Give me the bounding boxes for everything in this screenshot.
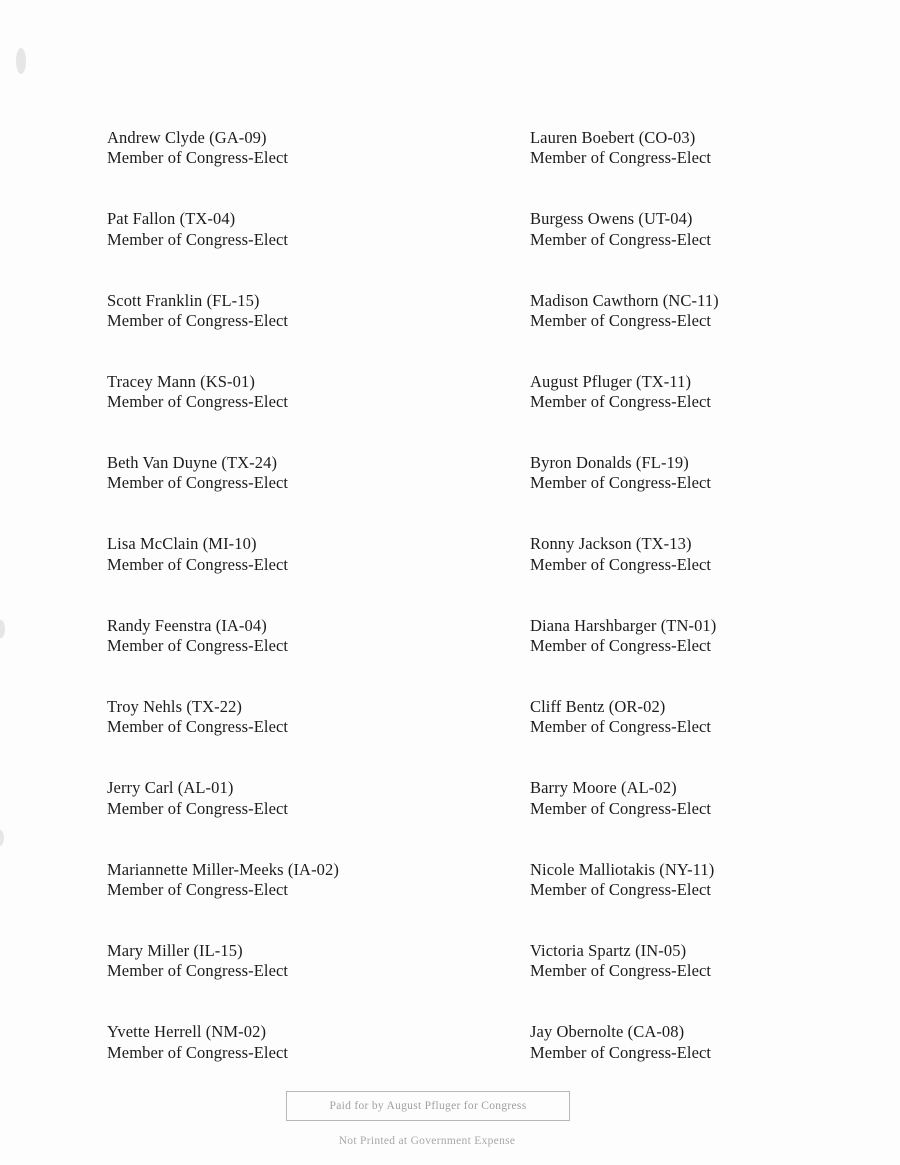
entry-row [0,209,900,290]
congress-member-entry [530,453,900,534]
congress-member-entry [107,534,530,615]
congress-member-entry [530,291,900,372]
paid-for-disclaimer-text: Paid for by August Pfluger for Congress [329,1100,527,1112]
congress-member-entry [530,860,900,941]
member-name: Pat Fallon (TX-04) [107,209,236,229]
member-name: Yvette Herrell (NM-02) [107,1022,267,1042]
member-title: Member of Congress-Elect [530,961,712,981]
member-title: Member of Congress-Elect [530,1042,712,1062]
not-printed-footnote: Not Printed at Government Expense [338,1135,516,1147]
congress-member-entry [530,941,900,1022]
congress-member-entry [530,616,900,697]
member-name: Ronny Jackson (TX-13) [530,534,692,554]
congress-member-entry [107,778,530,859]
congress-member-entry [107,372,530,453]
entry-row [0,128,900,209]
member-title: Member of Congress-Elect [107,961,289,981]
member-name: Jerry Carl (AL-01) [107,778,234,798]
congress-member-entry [107,860,530,941]
member-name: Jay Obernolte (CA-08) [530,1022,685,1042]
entry-row [0,941,900,1022]
congress-member-entry [107,616,530,697]
congress-member-entry [107,291,530,372]
member-title: Member of Congress-Elect [107,717,289,737]
congress-member-entry [530,778,900,859]
member-title: Member of Congress-Elect [530,717,712,737]
member-name: Scott Franklin (FL-15) [107,290,260,310]
member-name: Barry Moore (AL-02) [530,778,677,798]
congress-member-entry [530,209,900,290]
member-name: Madison Cawthorn (NC-11) [530,290,719,310]
congress-member-entry [530,128,900,209]
member-name: Lauren Boebert (CO-03) [530,128,696,147]
congress-member-entry [107,941,530,1022]
entry-row [0,860,900,941]
member-title: Member of Congress-Elect [107,473,289,493]
member-name: Mary Miller (IL-15) [107,940,243,960]
member-title: Member of Congress-Elect [530,554,712,574]
member-title: Member of Congress-Elect [530,636,712,656]
member-name: August Pfluger (TX-11) [530,371,692,391]
member-name: Troy Nehls (TX-22) [107,697,243,717]
member-name: Victoria Spartz (IN-05) [530,940,687,960]
member-title: Member of Congress-Elect [530,229,712,249]
entry-row [0,778,900,859]
congress-member-entry [530,1022,900,1103]
entry-row [0,697,900,778]
congress-member-entry [107,453,530,534]
congress-member-entry [530,372,900,453]
member-title: Member of Congress-Elect [107,229,289,249]
member-title: Member of Congress-Elect [107,392,289,412]
member-title: Member of Congress-Elect [107,554,289,574]
member-name: Randy Feenstra (IA-04) [107,615,267,635]
entry-row [0,291,900,372]
endorsement-list [0,128,900,1104]
congress-member-entry [530,534,900,615]
entry-row [0,453,900,534]
congress-member-entry [107,697,530,778]
member-name: Nicole Malliotakis (NY-11) [530,859,715,879]
paid-for-disclaimer-box [286,1091,570,1121]
member-title: Member of Congress-Elect [530,392,712,412]
member-name: Cliff Bentz (OR-02) [530,697,666,717]
congress-member-entry [530,697,900,778]
member-name: Andrew Clyde (GA-09) [107,128,267,147]
member-name: Tracey Mann (KS-01) [107,371,255,391]
scan-artifact [16,48,26,74]
member-name: Beth Van Duyne (TX-24) [107,453,278,473]
entry-row [0,534,900,615]
member-name: Byron Donalds (FL-19) [530,453,689,473]
entry-row [0,372,900,453]
member-name: Mariannette Miller-Meeks (IA-02) [107,859,339,879]
member-title: Member of Congress-Elect [530,798,712,818]
member-name: Burgess Owens (UT-04) [530,209,693,229]
member-name: Diana Harshbarger (TN-01) [530,615,717,635]
member-title: Member of Congress-Elect [107,148,289,168]
member-title: Member of Congress-Elect [530,473,712,493]
member-title: Member of Congress-Elect [107,636,289,656]
member-title: Member of Congress-Elect [530,310,712,330]
member-title: Member of Congress-Elect [107,798,289,818]
entry-row [0,616,900,697]
congress-member-entry [107,209,530,290]
congress-member-entry [107,128,530,209]
member-title: Member of Congress-Elect [530,879,712,899]
member-title: Member of Congress-Elect [530,148,712,168]
member-title: Member of Congress-Elect [107,879,289,899]
member-title: Member of Congress-Elect [107,1042,289,1062]
member-name: Lisa McClain (MI-10) [107,534,257,554]
member-title: Member of Congress-Elect [107,310,289,330]
